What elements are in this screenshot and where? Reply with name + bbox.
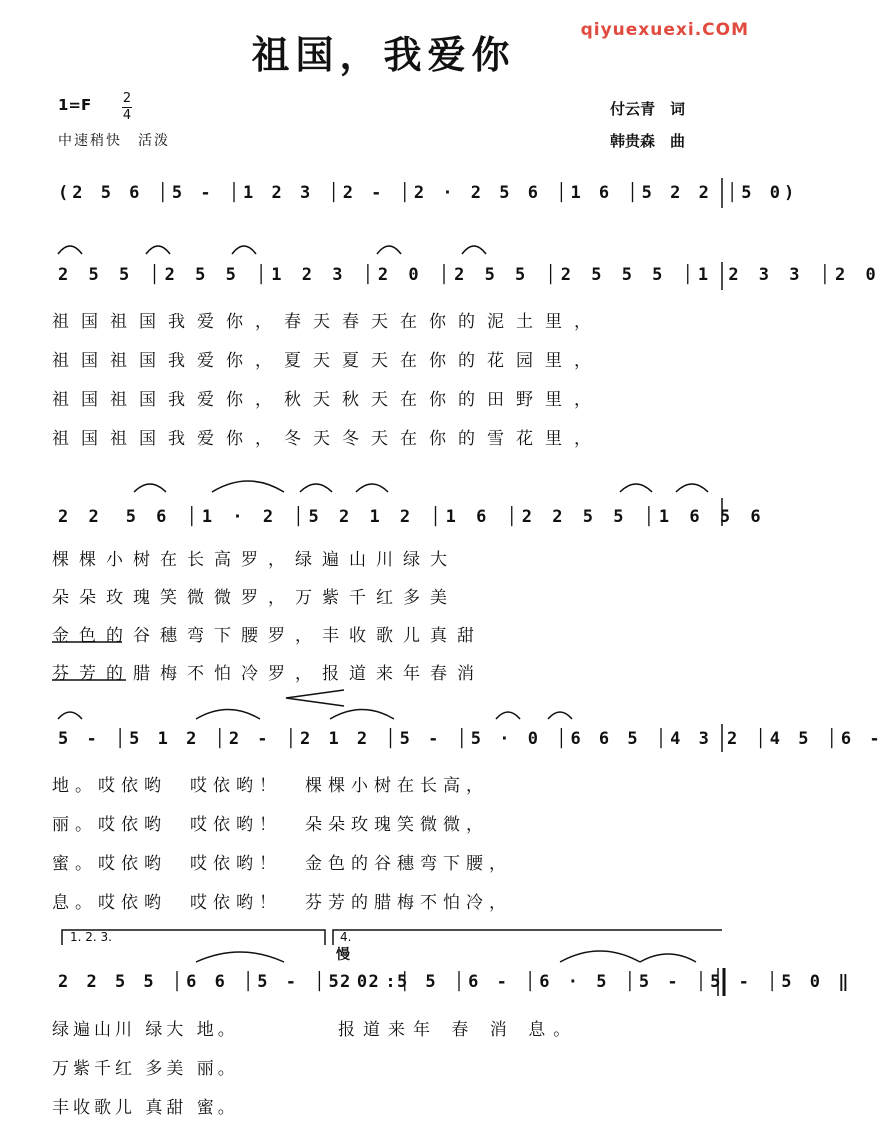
lyrics-s5-ending-2: 报道来年 春 消 息。 <box>338 1020 579 1040</box>
composer-credit: 韩贵森 曲 <box>610 132 686 150</box>
time-sig-top: 2 <box>122 91 132 106</box>
lyrics-s3-verse-3: 金色的谷穗弯下腰罗，丰收歌儿真甜 <box>52 626 484 646</box>
notes-system-5-ending-2: 2 2 5 5 │6 - │6 · 5 │5 - │5 - │5 0 ‖ <box>340 972 853 992</box>
key-signature: 1=F <box>58 96 92 114</box>
lyrics-s2-verse-1: 祖国祖国我爱你，春天春天在你的泥土里， <box>52 312 603 332</box>
slow-marking: 慢 <box>336 947 350 963</box>
notes-system-3: 2 2 5 6 │1 · 2 │5 2 1 2 │1 6 │2 2 5 5 │1 6 5 6 <box>58 507 766 527</box>
tempo-marking: 中速稍快 活泼 <box>58 133 170 149</box>
time-sig-bottom: 4 <box>122 108 132 123</box>
lyrics-s3-verse-4: 芬芳的腊梅不怕冷罗，报道来年春消 <box>52 664 484 684</box>
lyrics-s5-verse-3: 丰收歌儿 真甜 蜜。 <box>52 1098 239 1118</box>
lyrics-s4-verse-1: 地。哎依哟 哎依哟！ 棵棵小树在长高， <box>52 776 489 796</box>
notes-system-1: (2 5 6 │5 - │1 2 3 │2 - │2 · 2 5 6 │1 6 │5 2 2 │5 0) <box>58 183 799 203</box>
lyrics-s2-verse-2: 祖国祖国我爱你，夏天夏天在你的花园里， <box>52 351 603 371</box>
watermark: qiyuexuexi.COM <box>580 20 749 40</box>
lyrics-s5-verse-2: 万紫千红 多美 丽。 <box>52 1059 239 1079</box>
lyrics-s2-verse-3: 祖国祖国我爱你，秋天秋天在你的田野里， <box>52 390 603 410</box>
lyrics-s4-verse-2: 丽。哎依哟 哎依哟！ 朵朵玫瑰笑微微， <box>52 815 489 835</box>
lyrics-s4-verse-4: 息。哎依哟 哎依哟！ 芬芳的腊梅不怕冷， <box>52 893 512 913</box>
song-title: 祖国，我爱你 <box>251 32 516 77</box>
ending-bracket-1-label: 1. 2. 3. <box>70 930 112 944</box>
lyrics-s5-verse-1: 绿遍山川 绿大 地。 <box>52 1020 239 1040</box>
lyricist-credit: 付云青 词 <box>610 100 686 118</box>
lyrics-s2-verse-4: 祖国祖国我爱你，冬天冬天在你的雪花里， <box>52 429 603 449</box>
ending-bracket-4-label: 4. <box>340 930 352 944</box>
notes-system-4: 5 - │5 1 2 │2 - │2 1 2 │5 - │5 · 0 │6 6 5 │4 3 2 │4 5 │6 - <box>58 729 884 749</box>
lyrics-s3-verse-2: 朵朵玫瑰笑微微罗，万紫千红多美 <box>52 588 457 608</box>
notes-system-2: 2 5 5 │2 5 5 │1 2 3 │2 0 │2 5 5 │2 5 5 5 │1 2 3 3 │2 0 <box>58 265 881 285</box>
notes-system-5-ending-1: 2 2 5 5 │6 6 │5 - │5 0 :│ <box>58 972 414 992</box>
lyrics-s4-verse-3: 蜜。哎依哟 哎依哟！ 金色的谷穗弯下腰， <box>52 854 512 874</box>
lyrics-s3-verse-1: 棵棵小树在长高罗，绿遍山川绿大 <box>52 550 457 570</box>
